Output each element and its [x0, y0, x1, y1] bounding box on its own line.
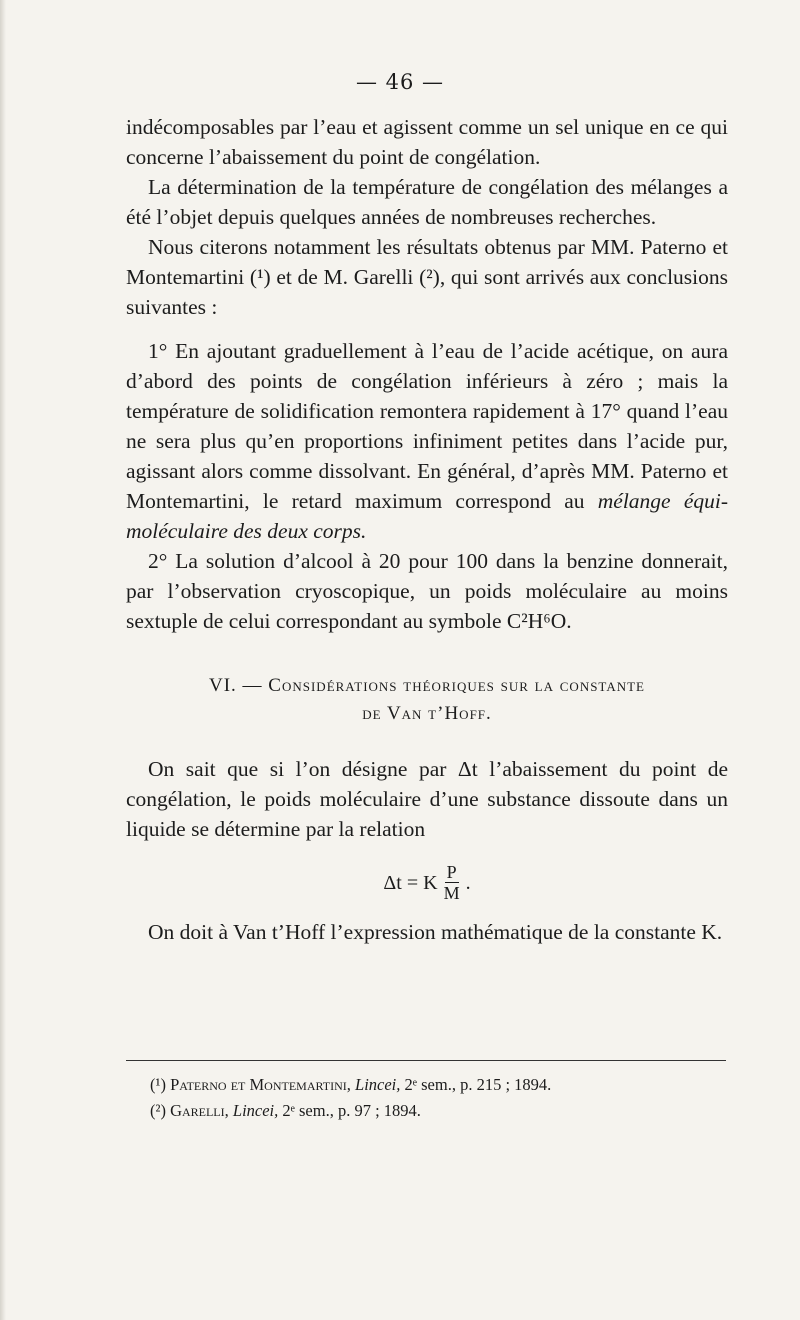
- paragraph-3: Nous citerons notamment les résultats obtenus par MM. Paterno et Montemartini (¹) et de M. Garelli (²), qui sont arrivés aux conclusions suivantes :: [126, 235, 728, 319]
- footnote-2-mark: (²): [150, 1101, 166, 1120]
- paragraph-4-text: 1° En ajoutant graduellement à l’eau de l’acide acétique, on aura d’abord des points de congélation inférieurs à zéro ; mais la température de solidification remontera rapidement à 17° quand l’eau ne sera plus qu’en proportions infiniment petites dans l’acide pur, agissant alors comme dissolvant. En général, d’après MM. Paterno et Montemartini, le retard maximum correspond au: [126, 339, 728, 513]
- formula-numerator: P: [446, 862, 457, 882]
- footnote-2-authors: Garelli,: [170, 1101, 229, 1120]
- page-edge-shadow: [0, 0, 6, 1320]
- paragraph-2: La détermination de la température de congélation des mélanges a été l’objet depuis quelques années de nombreuses recherches.: [126, 175, 728, 229]
- body-text: [126, 112, 728, 947]
- footnotes: [150, 1072, 730, 1124]
- footnote-2-rest: 2ᵉ sem., p. 97 ; 1894.: [282, 1101, 421, 1120]
- page-number: — 46 —: [355, 70, 445, 94]
- footnote-2-journal: Lincei,: [232, 1101, 279, 1120]
- formula-left: Δt = K: [383, 871, 438, 894]
- footnote-1-authors: Paterno et Montemartini,: [170, 1075, 351, 1094]
- footnote-1-mark: (¹): [150, 1075, 166, 1094]
- italic-phrase: mélange équi-moléculaire des deux corps.: [126, 489, 729, 543]
- footnote-1: [150, 1072, 730, 1098]
- formula-fraction: [444, 862, 460, 903]
- formula-denominator: M: [443, 883, 460, 903]
- footnote-1-rest: 2ᵉ sem., p. 215 ; 1894.: [404, 1075, 552, 1094]
- formula-end: .: [465, 871, 471, 894]
- formula: [126, 862, 728, 903]
- paragraph-closing: On doit à Van t’Hoff l’expression mathématique de la constante K.: [148, 920, 723, 944]
- paragraph-1: indécomposables par l’eau et agissent comme un sel unique en ce qui concerne l’abaissement du point de congélation.: [126, 115, 728, 169]
- footnote-1-journal: Lincei,: [355, 1075, 401, 1094]
- footnote-2: [150, 1098, 730, 1124]
- paragraph-4: [126, 336, 728, 546]
- paragraph-5: 2° La solution d’alcool à 20 pour 100 dans la benzine donnerait, par l’observation cryoscopique, un poids moléculaire au moins sextuple de celui correspondant au symbole C²H⁶O.: [126, 549, 728, 633]
- footnote-rule: [126, 1060, 726, 1061]
- heading-line-2: de Van t’Hoff.: [362, 703, 492, 724]
- paragraph-relation: On sait que si l’on désigne par Δt l’abaissement du point de congélation, le poids moléculaire d’une substance dissoute dans un liquide se détermine par la relation: [126, 757, 728, 841]
- section-heading: [126, 672, 728, 728]
- heading-line-1: VI. — Considérations théoriques sur la constante: [209, 675, 645, 696]
